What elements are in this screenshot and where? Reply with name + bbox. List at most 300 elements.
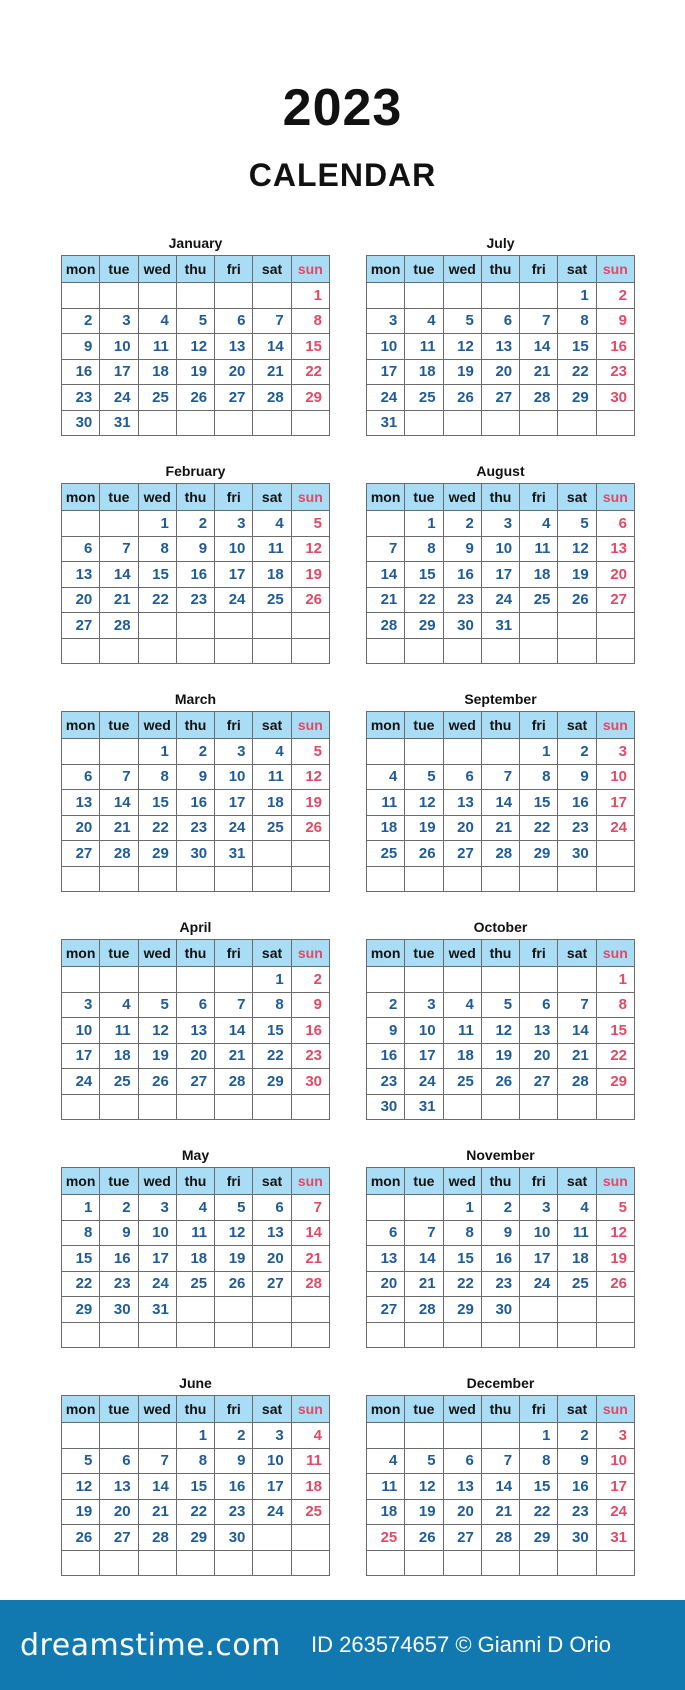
empty-day-cell [443,410,481,436]
day-cell: 3 [596,739,634,765]
empty-day-cell [138,638,176,664]
day-cell: 2 [100,1195,138,1221]
empty-day-cell [215,1094,253,1120]
day-cell: 15 [138,790,176,816]
day-cell: 3 [100,308,138,334]
day-cell: 17 [367,359,405,385]
empty-day-cell [176,1297,214,1323]
empty-day-cell [443,638,481,664]
day-cell: 28 [253,385,291,411]
day-cell: 13 [520,1018,558,1044]
day-cell: 13 [62,790,100,816]
day-cell: 6 [215,308,253,334]
day-cell: 8 [520,1448,558,1474]
empty-day-cell [481,866,519,892]
day-cell: 27 [367,1297,405,1323]
weekday-fri: fri [215,1168,253,1195]
day-cell: 27 [481,385,519,411]
day-cell: 21 [138,1499,176,1525]
day-cell: 18 [100,1043,138,1069]
week-row [367,739,635,765]
empty-day-cell [520,410,558,436]
empty-day-cell [100,638,138,664]
day-cell: 14 [558,1018,596,1044]
day-cell: 16 [176,790,214,816]
empty-day-cell [100,1550,138,1576]
empty-day-cell [138,1094,176,1120]
week-row [367,967,635,993]
week-row [62,841,330,867]
day-cell: 1 [176,1423,214,1449]
day-cell: 5 [481,992,519,1018]
empty-day-cell [367,866,405,892]
day-cell: 12 [215,1220,253,1246]
empty-day-cell [558,1322,596,1348]
empty-day-cell [596,410,634,436]
weekday-sun: sun [596,940,634,967]
image-credit: ID 263574657 © Gianni D Orio [311,1632,611,1657]
day-cell: 14 [253,334,291,360]
empty-day-cell [367,967,405,993]
weekday-tue: tue [405,484,443,511]
day-cell: 19 [215,1246,253,1272]
day-cell: 4 [291,1423,329,1449]
day-cell: 9 [100,1220,138,1246]
empty-day-cell [405,866,443,892]
day-cell: 22 [520,1499,558,1525]
empty-day-cell [558,967,596,993]
empty-day-cell [443,967,481,993]
empty-day-cell [367,1423,405,1449]
weekday-sun: sun [596,712,634,739]
day-cell: 5 [62,1448,100,1474]
day-cell: 3 [367,308,405,334]
weekday-wed: wed [138,712,176,739]
day-cell: 27 [596,587,634,613]
day-cell: 6 [367,1220,405,1246]
day-cell: 19 [443,359,481,385]
day-cell: 14 [100,562,138,588]
empty-day-cell [62,739,100,765]
week-row [367,334,635,360]
weekday-fri: fri [520,712,558,739]
day-cell: 8 [253,992,291,1018]
day-cell: 27 [443,1525,481,1551]
empty-day-cell [596,866,634,892]
empty-day-cell [176,638,214,664]
weekday-header-row [367,1168,635,1195]
week-row [367,536,635,562]
empty-day-cell [481,638,519,664]
weekday-sat: sat [253,484,291,511]
empty-day-cell [596,638,634,664]
day-cell: 12 [405,1474,443,1500]
day-cell: 6 [100,1448,138,1474]
day-cell: 8 [62,1220,100,1246]
weekday-sat: sat [253,940,291,967]
weekday-tue: tue [100,940,138,967]
empty-day-cell [138,410,176,436]
empty-day-cell [520,613,558,639]
day-cell: 28 [215,1069,253,1095]
day-cell: 8 [520,764,558,790]
day-cell: 29 [520,841,558,867]
day-cell: 30 [176,841,214,867]
week-row [367,1550,635,1576]
day-cell: 20 [176,1043,214,1069]
day-cell: 10 [520,1220,558,1246]
empty-day-cell [100,1094,138,1120]
day-cell: 20 [443,815,481,841]
day-cell: 7 [291,1195,329,1221]
weekday-mon: mon [62,484,100,511]
day-cell: 25 [176,1271,214,1297]
empty-day-cell [291,1297,329,1323]
week-row [62,790,330,816]
empty-day-cell [176,1094,214,1120]
empty-day-cell [62,1423,100,1449]
day-cell: 8 [138,764,176,790]
weekday-mon: mon [367,1168,405,1195]
empty-day-cell [558,410,596,436]
day-cell: 27 [100,1525,138,1551]
day-cell: 14 [405,1246,443,1272]
day-cell: 4 [253,739,291,765]
day-cell: 10 [215,536,253,562]
week-row [367,1018,635,1044]
empty-day-cell [405,1550,443,1576]
day-cell: 19 [405,815,443,841]
week-row [367,638,635,664]
day-cell: 20 [215,359,253,385]
day-cell: 18 [253,790,291,816]
day-cell: 31 [367,410,405,436]
weekday-sat: sat [558,1168,596,1195]
weekday-mon: mon [62,256,100,283]
weekday-wed: wed [138,1396,176,1423]
day-cell: 22 [253,1043,291,1069]
week-row [62,764,330,790]
day-cell: 11 [176,1220,214,1246]
month-title: February [165,463,226,479]
empty-day-cell [100,1423,138,1449]
day-cell: 27 [215,385,253,411]
day-cell: 19 [481,1043,519,1069]
weekday-sun: sun [596,256,634,283]
day-cell: 21 [558,1043,596,1069]
empty-day-cell [596,841,634,867]
empty-day-cell [62,967,100,993]
weekday-thu: thu [481,1168,519,1195]
day-cell: 22 [596,1043,634,1069]
empty-day-cell [138,283,176,309]
week-row [62,359,330,385]
month-march [61,691,330,892]
week-row [62,739,330,765]
day-cell: 25 [253,815,291,841]
month-table [61,483,330,664]
day-cell: 23 [176,587,214,613]
day-cell: 11 [367,1474,405,1500]
day-cell: 6 [176,992,214,1018]
month-title: May [181,1147,210,1163]
day-cell: 6 [62,764,100,790]
day-cell: 18 [367,815,405,841]
day-cell: 7 [253,308,291,334]
weekday-tue: tue [405,712,443,739]
day-cell: 26 [291,815,329,841]
empty-day-cell [62,511,100,537]
day-cell: 26 [558,587,596,613]
day-cell: 25 [405,385,443,411]
day-cell: 8 [291,308,329,334]
empty-day-cell [481,1094,519,1120]
calendar-year: 2023 [282,79,403,137]
day-cell: 19 [291,790,329,816]
empty-day-cell [443,1550,481,1576]
month-table [61,1167,330,1348]
day-cell: 29 [62,1297,100,1323]
day-cell: 1 [291,283,329,309]
day-cell: 17 [215,790,253,816]
day-cell: 26 [291,587,329,613]
weekday-thu: thu [481,1396,519,1423]
empty-day-cell [367,283,405,309]
month-title: April [179,919,212,935]
day-cell: 8 [596,992,634,1018]
day-cell: 18 [405,359,443,385]
month-title: November [466,1147,535,1163]
weekday-sun: sun [291,256,329,283]
day-cell: 24 [138,1271,176,1297]
empty-day-cell [215,638,253,664]
empty-day-cell [176,967,214,993]
weekday-mon: mon [367,256,405,283]
day-cell: 17 [253,1474,291,1500]
empty-day-cell [253,613,291,639]
day-cell: 2 [176,739,214,765]
day-cell: 30 [215,1525,253,1551]
day-cell: 10 [138,1220,176,1246]
empty-day-cell [291,1525,329,1551]
day-cell: 22 [291,359,329,385]
day-cell: 23 [481,1271,519,1297]
empty-day-cell [481,1322,519,1348]
weekday-fri: fri [215,712,253,739]
empty-day-cell [367,739,405,765]
week-row [62,1018,330,1044]
empty-day-cell [405,1195,443,1221]
empty-day-cell [405,1423,443,1449]
day-cell: 23 [215,1499,253,1525]
week-row [367,385,635,411]
day-cell: 15 [405,562,443,588]
day-cell: 20 [100,1499,138,1525]
week-row [367,1069,635,1095]
empty-day-cell [176,1322,214,1348]
week-row [367,1094,635,1120]
empty-day-cell [481,410,519,436]
empty-day-cell [405,739,443,765]
day-cell: 5 [215,1195,253,1221]
day-cell: 6 [520,992,558,1018]
empty-day-cell [215,1297,253,1323]
week-row [367,410,635,436]
day-cell: 25 [367,1525,405,1551]
weekday-sat: sat [253,1396,291,1423]
empty-day-cell [138,866,176,892]
day-cell: 13 [596,536,634,562]
empty-day-cell [367,511,405,537]
day-cell: 14 [481,790,519,816]
day-cell: 21 [520,359,558,385]
day-cell: 11 [443,1018,481,1044]
empty-day-cell [138,1550,176,1576]
empty-day-cell [176,866,214,892]
empty-day-cell [253,1094,291,1120]
day-cell: 7 [367,536,405,562]
empty-day-cell [100,283,138,309]
weekday-sat: sat [558,712,596,739]
day-cell: 28 [481,1525,519,1551]
empty-day-cell [596,1094,634,1120]
day-cell: 31 [481,613,519,639]
week-row [62,334,330,360]
day-cell: 12 [176,334,214,360]
month-november [366,1147,635,1348]
weekday-sun: sun [596,1168,634,1195]
day-cell: 26 [405,841,443,867]
day-cell: 17 [405,1043,443,1069]
day-cell: 31 [405,1094,443,1120]
weekday-wed: wed [443,484,481,511]
day-cell: 12 [291,536,329,562]
day-cell: 30 [100,1297,138,1323]
month-table [61,939,330,1120]
month-table [61,1395,330,1576]
week-row [62,992,330,1018]
week-row [62,1246,330,1272]
day-cell: 27 [253,1271,291,1297]
day-cell: 10 [596,1448,634,1474]
day-cell: 28 [367,613,405,639]
day-cell: 29 [138,841,176,867]
day-cell: 30 [367,1094,405,1120]
week-row [62,866,330,892]
empty-day-cell [291,841,329,867]
day-cell: 9 [443,536,481,562]
month-september [366,691,635,892]
day-cell: 29 [443,1297,481,1323]
weekday-wed: wed [138,940,176,967]
day-cell: 25 [443,1069,481,1095]
day-cell: 23 [443,587,481,613]
month-title: September [464,691,537,707]
month-table [366,711,635,892]
day-cell: 26 [596,1271,634,1297]
day-cell: 11 [291,1448,329,1474]
day-cell: 23 [62,385,100,411]
week-row [367,1525,635,1551]
day-cell: 2 [215,1423,253,1449]
week-row [62,1043,330,1069]
weekday-mon: mon [367,484,405,511]
week-row [367,283,635,309]
weekday-tue: tue [405,1168,443,1195]
month-april [61,919,330,1120]
month-january [61,235,330,436]
week-row [62,1271,330,1297]
day-cell: 2 [291,967,329,993]
day-cell: 3 [138,1195,176,1221]
week-row [367,1043,635,1069]
day-cell: 30 [62,410,100,436]
day-cell: 12 [481,1018,519,1044]
day-cell: 13 [443,1474,481,1500]
empty-day-cell [291,866,329,892]
empty-day-cell [481,739,519,765]
weekday-fri: fri [215,1396,253,1423]
day-cell: 29 [596,1069,634,1095]
day-cell: 20 [62,587,100,613]
day-cell: 8 [405,536,443,562]
day-cell: 9 [176,764,214,790]
day-cell: 1 [520,739,558,765]
week-row [367,815,635,841]
empty-day-cell [520,967,558,993]
empty-day-cell [405,410,443,436]
day-cell: 1 [558,283,596,309]
day-cell: 6 [481,308,519,334]
weekday-wed: wed [443,1396,481,1423]
week-row [367,308,635,334]
empty-day-cell [443,1322,481,1348]
calendar-subtitle: CALENDAR [248,157,437,193]
day-cell: 12 [291,764,329,790]
day-cell: 4 [138,308,176,334]
weekday-mon: mon [62,1168,100,1195]
day-cell: 20 [253,1246,291,1272]
month-table [366,939,635,1120]
empty-day-cell [558,1550,596,1576]
day-cell: 27 [176,1069,214,1095]
day-cell: 24 [62,1069,100,1095]
day-cell: 24 [596,815,634,841]
month-may [61,1147,330,1348]
day-cell: 15 [520,1474,558,1500]
weekday-sat: sat [253,712,291,739]
day-cell: 20 [367,1271,405,1297]
weekday-sun: sun [291,1396,329,1423]
day-cell: 20 [62,815,100,841]
day-cell: 6 [253,1195,291,1221]
day-cell: 9 [176,536,214,562]
week-row [367,359,635,385]
week-row [367,1423,635,1449]
week-row [62,967,330,993]
day-cell: 30 [596,385,634,411]
day-cell: 22 [138,815,176,841]
day-cell: 11 [367,790,405,816]
week-row [367,1297,635,1323]
day-cell: 4 [367,764,405,790]
day-cell: 13 [62,562,100,588]
weekday-wed: wed [138,1168,176,1195]
day-cell: 19 [596,1246,634,1272]
day-cell: 21 [215,1043,253,1069]
day-cell: 9 [291,992,329,1018]
empty-day-cell [596,1322,634,1348]
